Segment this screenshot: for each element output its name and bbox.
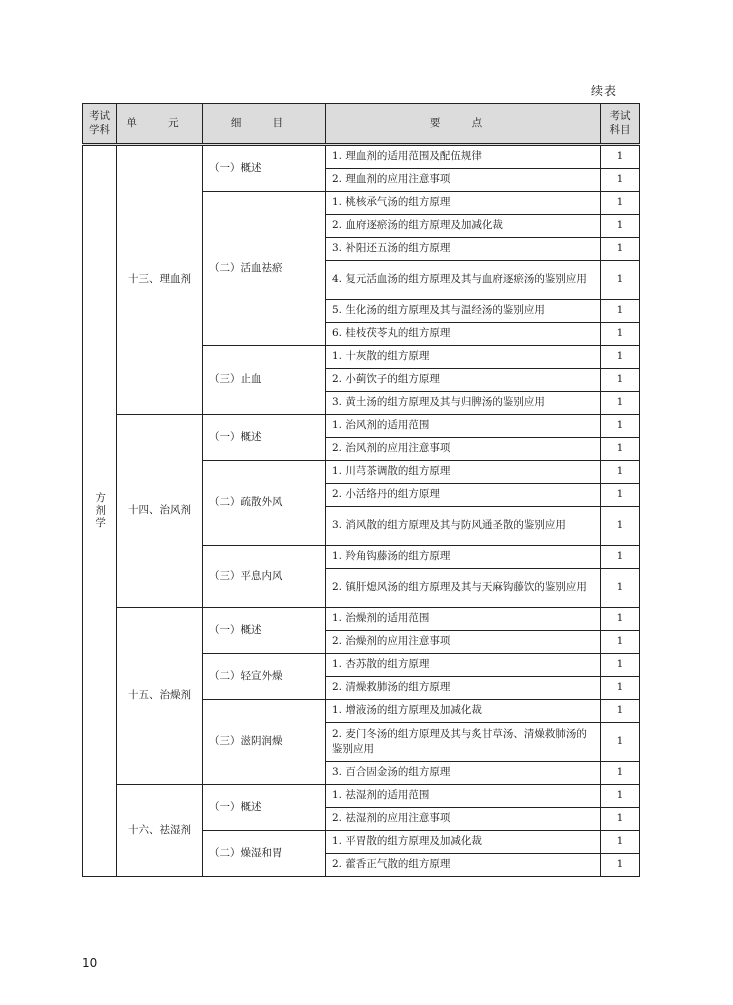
credit-cell: 1	[601, 261, 640, 300]
point-cell: 3. 消风散的组方原理及其与防风通圣散的鉴别应用	[326, 507, 601, 546]
detail-cell: （一）概述	[203, 415, 326, 461]
credit-cell: 1	[601, 700, 640, 723]
credit-cell: 1	[601, 145, 640, 169]
credit-cell: 1	[601, 392, 640, 415]
credit-cell: 1	[601, 831, 640, 854]
point-cell: 1. 十灰散的组方原理	[326, 346, 601, 369]
point-cell: 1. 川芎茶调散的组方原理	[326, 461, 601, 484]
point-cell: 3. 百合固金汤的组方原理	[326, 762, 601, 785]
point-cell: 2. 祛湿剂的应用注意事项	[326, 808, 601, 831]
point-cell: 1. 桃核承气汤的组方原理	[326, 192, 601, 215]
header-detail	[203, 104, 326, 145]
credit-cell: 1	[601, 215, 640, 238]
credit-cell: 1	[601, 369, 640, 392]
detail-cell: （三）平息内风	[203, 546, 326, 608]
detail-cell: （二）疏散外风	[203, 461, 326, 546]
credit-cell: 1	[601, 507, 640, 546]
table-row	[83, 415, 640, 438]
credit-cell: 1	[601, 654, 640, 677]
credit-cell: 1	[601, 169, 640, 192]
table-header-row	[83, 104, 640, 145]
point-cell: 4. 复元活血汤的组方原理及其与血府逐瘀汤的鉴别应用	[326, 261, 601, 300]
point-cell: 2. 治风剂的应用注意事项	[326, 438, 601, 461]
point-cell: 2. 镇肝熄风汤的组方原理及其与天麻钩藤饮的鉴别应用	[326, 569, 601, 608]
subject-cell: 方剂学	[83, 145, 117, 877]
point-cell: 1. 杏苏散的组方原理	[326, 654, 601, 677]
detail-cell: （三）滋阴润燥	[203, 700, 326, 785]
unit-cell: 十三、理血剂	[117, 145, 203, 415]
header-unit	[117, 104, 203, 145]
point-cell: 3. 补阳还五汤的组方原理	[326, 238, 601, 261]
header-subject: 考试学科	[83, 104, 117, 145]
detail-cell: （一）概述	[203, 785, 326, 831]
point-cell: 1. 平胃散的组方原理及加减化裁	[326, 831, 601, 854]
detail-cell: （二）轻宣外燥	[203, 654, 326, 700]
header-credit: 考试科目	[601, 104, 640, 145]
page-number: 10	[82, 956, 98, 970]
point-cell: 1. 羚角钩藤汤的组方原理	[326, 546, 601, 569]
header-points	[326, 104, 601, 145]
credit-cell: 1	[601, 238, 640, 261]
point-cell: 6. 桂枝茯苓丸的组方原理	[326, 323, 601, 346]
table-row	[83, 785, 640, 808]
point-cell: 2. 麦门冬汤的组方原理及其与炙甘草汤、清燥救肺汤的鉴别应用	[326, 723, 601, 762]
header-detail-label: 细 目	[230, 116, 298, 129]
point-cell: 1. 治燥剂的适用范围	[326, 608, 601, 631]
point-cell: 2. 藿香正气散的组方原理	[326, 854, 601, 877]
header-unit-label: 单 元	[126, 116, 193, 129]
point-cell: 5. 生化汤的组方原理及其与温经汤的鉴别应用	[326, 300, 601, 323]
credit-cell: 1	[601, 608, 640, 631]
credit-cell: 1	[601, 300, 640, 323]
point-cell: 3. 黄土汤的组方原理及其与归脾汤的鉴别应用	[326, 392, 601, 415]
credit-cell: 1	[601, 484, 640, 507]
table-row	[83, 145, 640, 169]
point-cell: 2. 血府逐瘀汤的组方原理及加减化裁	[326, 215, 601, 238]
point-cell: 1. 增液汤的组方原理及加减化裁	[326, 700, 601, 723]
credit-cell: 1	[601, 785, 640, 808]
credit-cell: 1	[601, 854, 640, 877]
point-cell: 1. 理血剂的适用范围及配伍规律	[326, 145, 601, 169]
credit-cell: 1	[601, 762, 640, 785]
point-cell: 2. 小蓟饮子的组方原理	[326, 369, 601, 392]
point-cell: 2. 治燥剂的应用注意事项	[326, 631, 601, 654]
point-cell: 1. 祛湿剂的适用范围	[326, 785, 601, 808]
credit-cell: 1	[601, 546, 640, 569]
syllabus-table	[82, 103, 640, 877]
credit-cell: 1	[601, 808, 640, 831]
point-cell: 1. 治风剂的适用范围	[326, 415, 601, 438]
credit-cell: 1	[601, 569, 640, 608]
credit-cell: 1	[601, 192, 640, 215]
continued-label: 续表	[591, 84, 618, 98]
unit-cell: 十四、治风剂	[117, 415, 203, 608]
table-body	[83, 145, 640, 877]
detail-cell: （二）燥湿和胃	[203, 831, 326, 877]
header-points-label: 要 点	[429, 116, 497, 129]
point-cell: 2. 清燥救肺汤的组方原理	[326, 677, 601, 700]
point-cell: 2. 理血剂的应用注意事项	[326, 169, 601, 192]
credit-cell: 1	[601, 631, 640, 654]
detail-cell: （一）概述	[203, 608, 326, 654]
credit-cell: 1	[601, 723, 640, 762]
credit-cell: 1	[601, 323, 640, 346]
point-cell: 2. 小活络丹的组方原理	[326, 484, 601, 507]
detail-cell: （三）止血	[203, 346, 326, 415]
detail-cell: （二）活血祛瘀	[203, 192, 326, 346]
credit-cell: 1	[601, 438, 640, 461]
detail-cell: （一）概述	[203, 145, 326, 192]
unit-cell: 十六、祛湿剂	[117, 785, 203, 877]
credit-cell: 1	[601, 415, 640, 438]
unit-cell: 十五、治燥剂	[117, 608, 203, 785]
table-row	[83, 608, 640, 631]
credit-cell: 1	[601, 677, 640, 700]
credit-cell: 1	[601, 461, 640, 484]
credit-cell: 1	[601, 346, 640, 369]
